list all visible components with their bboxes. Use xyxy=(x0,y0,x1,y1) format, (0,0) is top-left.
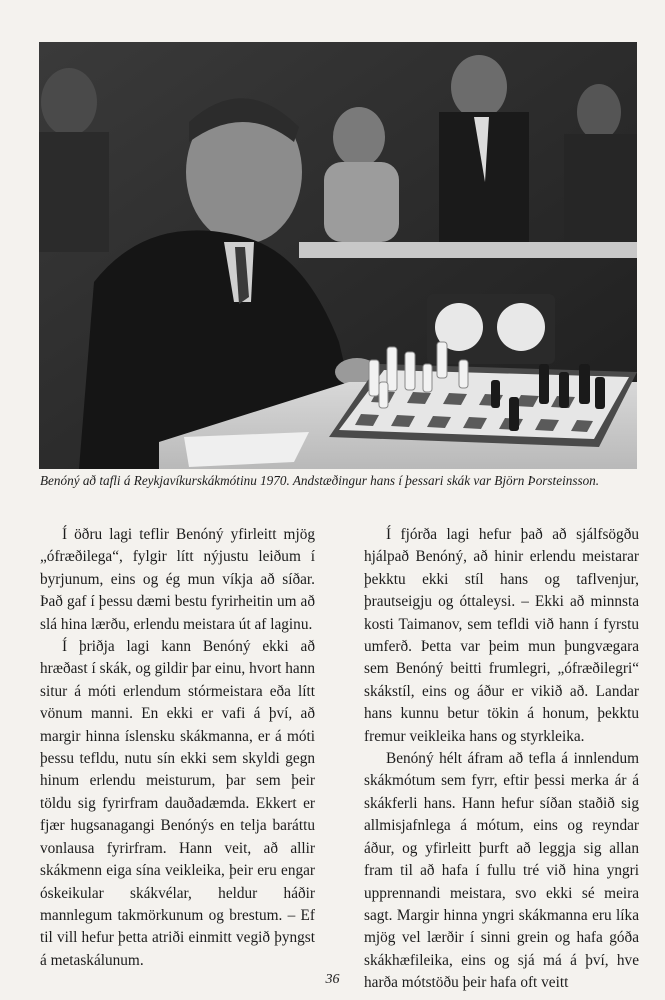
photo-caption: Benóný að tafli á Reykjavíkurskákmótinu 1970. Andstæðingur hans í þessari skák var Björn Þorsteinsson. xyxy=(40,473,600,488)
right-column xyxy=(364,524,639,995)
paragraph: Í þriðja lagi kann Benóný ekki að hræðast í skák, og gildir þar einu, hvort hann situr á móti erlendum stórmeistara eða lítt vönum manni. En ekki er vafi á því, að margir hinna íslensku skákmanna, er á móti þessu tefldu, nutu sín ekki sem skyldi gegn hinum erlendu meisturum, þar sem þeir töldu sig fyrirfram dauðadæmda. Ekkert er fjær hugsanagangi Benónýs en telja baráttu vonlausa fyrirfram. Hann veit, að allir skákmenn eiga sína veikleika, þeir eru engar óskeikular skákvélar, heldur háðir mannlegum takmörkunum og brestum. – Ef til vill hefur þetta atriði einmitt vegið þyngst á metaskálunum. xyxy=(40,638,315,969)
photo-illustration xyxy=(39,42,637,469)
paragraph: Í öðru lagi teflir Benóný yfirleitt mjög „ófræðilega“, fylgir lítt nýjustu leiðum í byrjunum, eins og ég mun víkja að síðar. Það gaf í þessu dæmi bestu fyrirheitin um að slá hina lærðu, erlendu meistara út af laginu. xyxy=(40,526,315,633)
paragraph: Í fjórða lagi hefur það að sjálfsögðu hjálpað Benóný, að hinir erlendu meistarar þekktu ekki stíl hans og taflvenjur, þrautseigju og óttaleysi. – Ekki að minnsta kosti Taimanov, sem tefldi við hann í fyrstu umferð. Þetta var þeim mun þungvægara sem Benóný beitti frumlegri, „ófræðilegri“ skákstíl, eins og áður er vikið að. Landar hans kunnu betur tökin á honum, þekktu fremur veikleika hans og styrkleika. xyxy=(364,526,639,745)
page-number: 36 xyxy=(325,972,340,987)
left-column xyxy=(40,524,315,972)
chess-photograph xyxy=(39,42,637,469)
paragraph: Benóný hélt áfram að tefla á innlendum skákmótum sem fyrr, eftir þessi merka ár á skákferli hans. Hann hefur síðan staðið sig allmisjafnlega á mótum, eins og reyndar áður, og yfirleitt þurft að leggja sig allan fram til að hafa í fullu tré við hina yngri upprennandi meistara, svo ekki sé meira sagt. Margir hinna yngri skákmanna eru líka mjög vel lærðir í sinni grein og hafa góða skákhæfileika, eins og sjá má á því, hve harða mótstöðu þeir hafa oft veitt xyxy=(364,750,639,992)
